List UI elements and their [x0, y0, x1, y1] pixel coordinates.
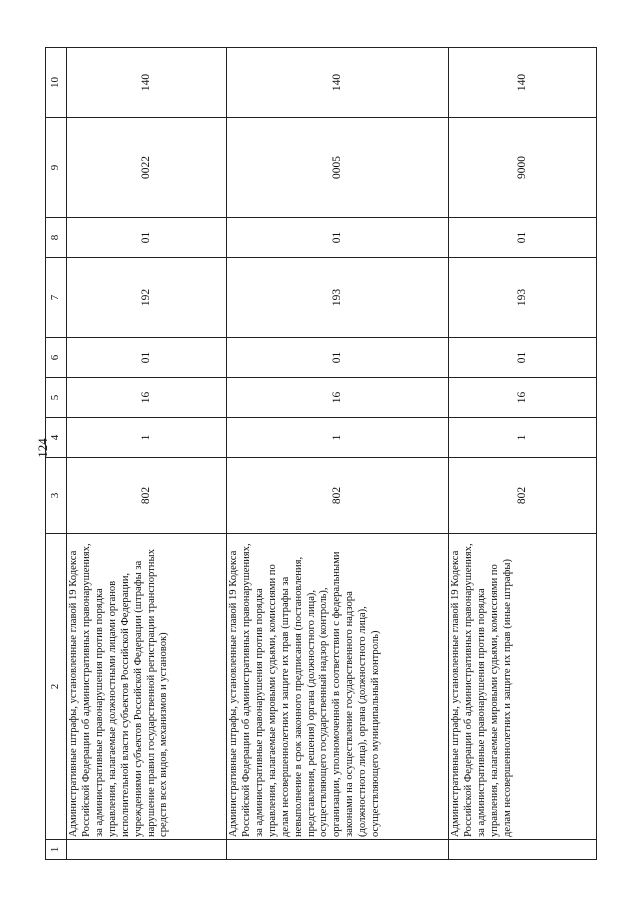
- header-cell-8: 8: [46, 218, 67, 258]
- header-cell-10: 10: [46, 48, 67, 118]
- cell-subgroup: 16: [227, 378, 449, 418]
- cell-subgroup: 16: [67, 378, 227, 418]
- rotated-table-container: [45, 48, 597, 860]
- header-cell-1: 1: [46, 840, 67, 860]
- cell-description: Административные штрафы, установленные главой 19 Кодекса Российской Федерации об административных правонарушениях, за административные правонарушения против порядка управления, налагаемые мировыми судьями, комиссиями по делам несовершеннолетних и защите их прав (иные штрафы): [449, 534, 597, 840]
- header-cell-5: 5: [46, 378, 67, 418]
- cell-description: Административные штрафы, установленные главой 19 Кодекса Российской Федерации об административных правонарушениях, за административные правонарушения против порядка управления, налагаемые должностными лицами органов исполнительной власти субъектов Российской Федерации, учреждениями субъектов Российской Федерации (штрафы за нарушение правил государственной регистрации транспортных средств всех видов, механизмов и установок): [67, 534, 227, 840]
- cell-program: 0022: [67, 118, 227, 218]
- header-cell-3: 3: [46, 458, 67, 534]
- cell-element: 01: [227, 218, 449, 258]
- cell-index: [449, 840, 597, 860]
- table-row: [227, 48, 449, 860]
- cell-group: 1: [67, 418, 227, 458]
- cell-economic-class: 140: [227, 48, 449, 118]
- cell-subgroup: 16: [449, 378, 597, 418]
- table-row: [449, 48, 597, 860]
- cell-economic-class: 140: [449, 48, 597, 118]
- cell-index: [227, 840, 449, 860]
- header-cell-6: 6: [46, 338, 67, 378]
- cell-element: 01: [67, 218, 227, 258]
- cell-article: 01: [67, 338, 227, 378]
- cell-group: 1: [227, 418, 449, 458]
- page-number: 124: [35, 438, 50, 458]
- header-cell-2: 2: [46, 534, 67, 840]
- cell-index: [67, 840, 227, 860]
- header-row: [46, 48, 67, 860]
- cell-article: 01: [449, 338, 597, 378]
- cell-program: 9000: [449, 118, 597, 218]
- header-cell-4: 4: [46, 418, 67, 458]
- cell-economic-class: 140: [67, 48, 227, 118]
- cell-admin-code: 802: [449, 458, 597, 534]
- cell-subarticle: 193: [449, 258, 597, 338]
- cell-group: 1: [449, 418, 597, 458]
- cell-description: Административные штрафы, установленные главой 19 Кодекса Российской Федерации об административных правонарушениях, за административные правонарушения против порядка управления, налагаемые мировыми судьями, комиссиями по делам несовершеннолетних и защите их прав (штрафы за невыполнение в срок законного предписания (постановления, представления, решения) органа (должностного лица), осуществляющего государственный надзор (контроль), организации, уполномоченной в соответствии с федеральными законами на осуществление государственного надзора (должностного лица), органа (должностного лица), осуществляющего муниципальный контроль): [227, 534, 449, 840]
- cell-admin-code: 802: [227, 458, 449, 534]
- cell-element: 01: [449, 218, 597, 258]
- header-cell-9: 9: [46, 118, 67, 218]
- cell-admin-code: 802: [67, 458, 227, 534]
- budget-classification-table: [45, 47, 597, 860]
- cell-article: 01: [227, 338, 449, 378]
- cell-subarticle: 192: [67, 258, 227, 338]
- table-row: [67, 48, 227, 860]
- cell-program: 0005: [227, 118, 449, 218]
- cell-subarticle: 193: [227, 258, 449, 338]
- header-cell-7: 7: [46, 258, 67, 338]
